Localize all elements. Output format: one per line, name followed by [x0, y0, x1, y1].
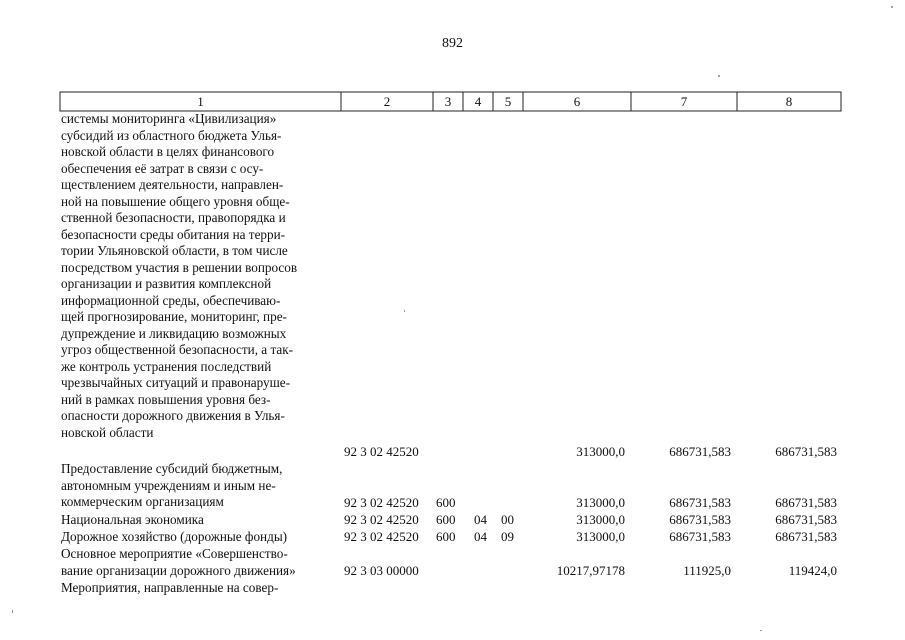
row-4-value-8: 119424,0 [788, 563, 837, 578]
text-line: организации и развития комплексной [61, 276, 272, 291]
header-col-3: 3 [444, 94, 452, 109]
row-4-code: 92 3 03 00000 [344, 563, 419, 578]
text-line: дупреждение и ликвидацию возможных [61, 325, 287, 341]
scan-speck [760, 630, 762, 631]
row-3-value-8: 686731,583 [775, 529, 837, 544]
text-line: ний в рамках повышения уровня без- [61, 391, 271, 407]
row-2-description [61, 512, 335, 529]
row-0-value-6: 313000,0 [576, 444, 625, 459]
header-col-8: 8 [785, 94, 793, 109]
header-col-1: 1 [197, 94, 204, 109]
page-number: 892 [442, 36, 463, 51]
text-line: опасности дорожного движения в Улья- [61, 408, 285, 423]
row-2-col4: 04 [474, 512, 487, 527]
row-4-value-6: 10217,97178 [556, 563, 625, 578]
row-3-code: 92 3 02 42520 [344, 529, 419, 544]
row-5-description [61, 580, 335, 597]
row-3-value-7: 686731,583 [669, 529, 731, 544]
text-line: угроз общественной безопасности, а так- [61, 342, 294, 357]
text-line: тории Ульяновской области, в том числе [61, 243, 288, 258]
text-line: новской области в целях финансового [61, 144, 275, 159]
text-line: обеспечения её затрат в связи с осу- [61, 160, 264, 176]
text-line: ществлением деятельности, направлен- [61, 177, 284, 192]
scan-speck [404, 310, 405, 312]
text-line: Предоставление субсидий бюджетным, [61, 461, 283, 476]
text-line: Национальная экономика [61, 512, 204, 527]
text-line: ной на повышение общего уровня обще- [61, 193, 290, 209]
text-line: Основное мероприятие «Совершенство- [61, 546, 288, 561]
row-0-value-8: 686731,583 [775, 444, 837, 459]
text-line: информационной среды, обеспечиваю- [61, 292, 281, 308]
scan-speck [718, 75, 720, 77]
text-line: посредством участия в решении вопросов [61, 259, 298, 275]
row-4-value-7: 111925,0 [683, 563, 731, 578]
text-line: системы мониторинга «Цивилизация» [61, 111, 277, 126]
text-line: Дорожное хозяйство (дорожные фонды) [61, 529, 288, 544]
header-col-4: 4 [474, 94, 482, 109]
row-3-description [61, 529, 335, 546]
text-line: новской области [61, 424, 154, 440]
row-2-col3: 600 [436, 512, 456, 527]
row-1-value-6: 313000,0 [576, 495, 625, 510]
scan-speck [891, 6, 893, 8]
row-2-value-8: 686731,583 [775, 512, 837, 527]
row-1-value-8: 686731,583 [775, 495, 837, 510]
text-line: вание организации дорожного движения» [61, 562, 296, 578]
row-1-code: 92 3 02 42520 [344, 495, 419, 510]
text-line: щей прогнозирование, мониторинг, пре- [61, 309, 287, 324]
text-line: чрезвычайных ситуаций и правонаруше- [61, 375, 291, 390]
row-3-col3: 600 [436, 529, 456, 544]
text-line: же контроль устранения последствий [61, 358, 272, 374]
scan-speck [12, 610, 13, 613]
text-line: безопасности среды обитания на терри- [61, 226, 286, 242]
row-1-col3: 600 [436, 495, 456, 510]
row-4-description [61, 546, 335, 579]
row-3-col4: 04 [474, 529, 487, 544]
text-line: автономным учреждениям и иным не- [61, 477, 276, 493]
row-3-value-6: 313000,0 [576, 529, 625, 544]
header-col-5: 5 [504, 94, 512, 109]
header-col-2: 2 [383, 94, 391, 109]
text-line: ственной безопасности, правопорядка и [61, 210, 286, 225]
row-1-description [61, 461, 335, 511]
header-col-6: 6 [573, 94, 581, 109]
row-2-col5: 00 [501, 512, 514, 527]
row-1-value-7: 686731,583 [669, 495, 731, 510]
row-2-code: 92 3 02 42520 [344, 512, 419, 527]
row-0-value-7: 686731,583 [669, 444, 731, 459]
row-2-value-7: 686731,583 [669, 512, 731, 527]
row-3-col5: 09 [501, 529, 514, 544]
text-line: Мероприятия, направленные на совер- [61, 580, 279, 595]
row-2-value-6: 313000,0 [576, 512, 625, 527]
row-0-code: 92 3 02 42520 [344, 444, 419, 459]
text-line: субсидий из областного бюджета Улья- [61, 127, 282, 143]
header-col-7: 7 [680, 94, 688, 109]
text-line: коммерческим организациям [61, 494, 224, 509]
row-0-description [61, 111, 335, 441]
